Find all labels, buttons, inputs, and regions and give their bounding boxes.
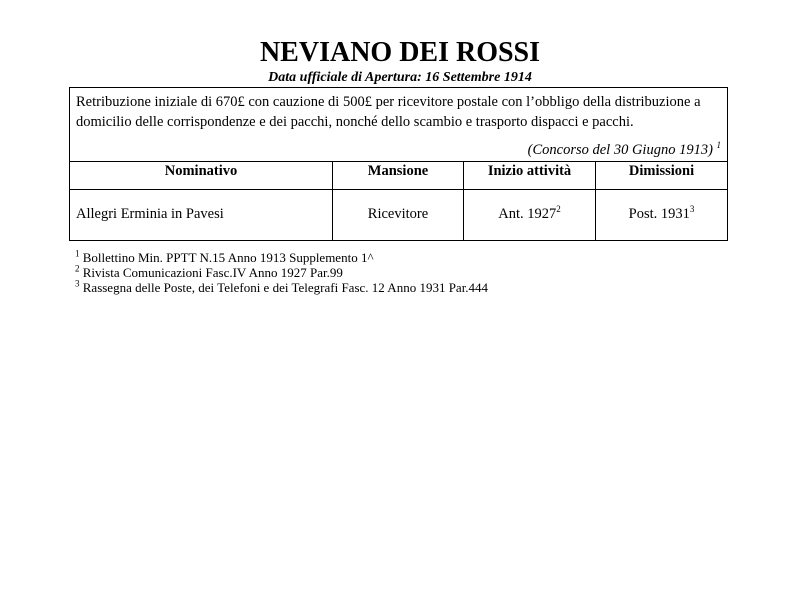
header-dimissioni: Dimissioni [596,161,728,189]
footnote-item [75,265,488,280]
footnote-item [75,280,488,295]
footnote-text: Bollettino Min. PPTT N.15 Anno 1913 Supplemento 1^ [82,250,374,265]
footnote-item [75,250,488,265]
cell-inizio-text: Ant. 1927 [498,206,557,223]
office-table [69,87,728,241]
footnotes [75,250,488,295]
concorso-text: (Concorso del 30 Giugno 1913) [527,141,713,158]
header-nominativo: Nominativo [70,161,333,189]
concorso-footnote-ref: 1 [716,140,722,150]
cell-inizio [464,189,596,240]
header-inizio: Inizio attività [464,161,596,189]
cell-mansione: Ricevitore [333,189,464,240]
cell-dimissioni [596,189,728,240]
header-mansione: Mansione [333,161,464,189]
footnote-text: Rassegna delle Poste, dei Telefoni e dei Telegrafi Fasc. 12 Anno 1931 Par.444 [82,280,489,295]
dimissioni-footnote-ref: 3 [689,204,695,215]
page-title: NEVIANO DEI ROSSI [259,37,541,68]
cell-dimissioni-text: Post. 1931 [628,206,690,223]
footnote-number: 3 [75,278,80,289]
opening-date-subtitle: Data ufficiale di Apertura: 16 Settembre 1914 [268,70,532,85]
salary-description: Retribuzione iniziale di 670£ con cauzione di 500£ per ricevitore postale con l’obbligo della distribuzione a domicilio delle corrispondenze e dei pacchi, nonché dello scambio e trasporto dispacci e pacchi. [76,94,701,130]
footnote-number: 1 [75,248,80,259]
intro-cell [70,88,728,162]
header-row [70,161,728,189]
cell-nominativo: Allegri Erminia in Pavesi [70,189,333,240]
table-row [70,189,728,240]
intro-row [70,88,728,162]
footnote-number: 2 [75,263,80,274]
concorso-note [76,136,721,159]
footnote-text: Rivista Comunicazioni Fasc.IV Anno 1927 Par.99 [82,265,343,280]
inizio-footnote-ref: 2 [556,204,561,215]
